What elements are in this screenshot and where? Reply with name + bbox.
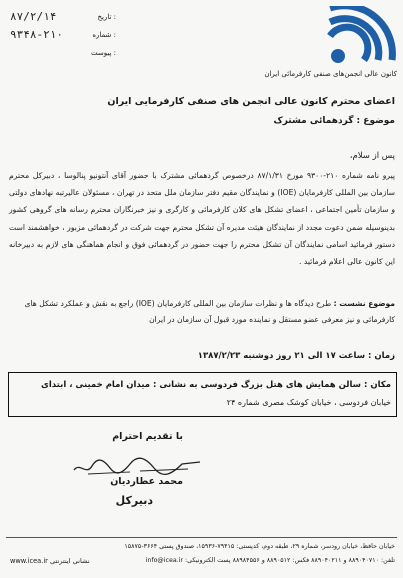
- meeting-place-line-2: خیابان فردوسی ، خیابان کوشک مصری شماره ۲۴: [226, 398, 391, 407]
- meeting-topic: [9, 296, 395, 328]
- number-value: ۹۳۴۸-۲۱۰: [10, 28, 63, 41]
- closing-phrase: با تقدیم احترام: [112, 431, 183, 442]
- organization-name: کانون عالی انجمن‌های صنفی کارفرمائی ایران: [264, 70, 397, 78]
- attachment-row: [8, 46, 118, 64]
- topic-text: طرح دیدگاه ها و نظرات سازمان بین المللی کارفرمایان (IOE) راجع به نقش و عملکرد تشکل های کارفرمائی و نیز معرفی عضو مستقل و نماینده مورد قبول آن سازمان در ایران: [24, 299, 395, 324]
- attachment-label: پیوست :: [90, 49, 116, 57]
- footer-website: www.icea.ir نشانی اینترنتی: [10, 557, 90, 565]
- meeting-place-box: [8, 372, 397, 417]
- letter-meta: [8, 10, 118, 64]
- footer-address: خیابان حافظ، خیابان رودسر، شماره ۲۹، طبقه دوم، کدپستی: ۷۹۴۱۵-۱۵۹۳۶، صندوق پستی ۳۶۶۴-۱۵۸۷۵: [124, 543, 395, 550]
- signer-role: دبیرکل: [115, 494, 153, 507]
- footer-contacts: تلفن: ۸۸۹۰۴۰۷۱۰ و ۸۸۹۰۴۰۲۱۱ فکس: ۸۸۹۰۵۱۲ و ۸۸۹۸۴۵۵۶ پست الکترونیکی: info@icea.ir: [145, 557, 395, 564]
- date-label: تاریخ :: [97, 13, 116, 21]
- signer-name: محمد عطاردیان: [110, 476, 183, 487]
- topic-label: موضوع نشست :: [333, 299, 395, 308]
- subject-line: موضوع : گردهمائی مشترک: [273, 116, 395, 126]
- recipient-line: اعضای محترم کانون عالی انجمن های صنفی کارفرمایی ایران: [107, 96, 395, 107]
- letter-body: پیرو نامه شماره ۲۱۰-۹۳۰۰ مورخ ۸۷/۱/۳۱ درخصوص گردهمائی مشترک با حضور آقای آنتونیو پنالوسا ، دبیرکل محترم سازمان بین المللی کارفرمایان (IOE) و نمایندگان مقیم دفتر سازمان ملل متحد در تهران ، مسئولان عالیرتبه نهادهای دولتی و سازمان تأمین اجتماعی ، اعضای تشکل های کلان کارفرمائی و کارگری و نیز خبرنگاران محترم رسانه های گروهی کشور بدینوسیله ضمن دعوت مجدد از نمایندگان هیئت مدیره آن تشکل محترم جهت شرکت در گردهمائی مزبور ، خواهشمند است دستور فرمائید اسامی نمایندگان آن تشکل محترم را جهت حضور در گردهمائی فوق و انجام هماهنگی های لازم به دبیرخانه این کانون عالی اعلام فرمائید .: [9, 171, 396, 267]
- number-row: [8, 28, 118, 46]
- meeting-place-line-1: مکان : سالن همایش های هتل بزرگ فردوسی به نشانی : میدان امام خمینی ، ابتدای: [41, 380, 391, 390]
- number-label: شماره :: [92, 31, 116, 39]
- organization-logo-icon: [318, 6, 396, 68]
- greeting: پس از سلام،: [349, 151, 395, 161]
- date-value: ۸۷/۲/۱۴: [10, 10, 57, 23]
- date-row: [8, 10, 118, 28]
- meeting-time: زمان : ساعت ۱۷ الی ۲۱ روز دوشنبه ۱۳۸۷/۲/۲۳: [197, 351, 395, 361]
- footer-divider: [6, 537, 397, 538]
